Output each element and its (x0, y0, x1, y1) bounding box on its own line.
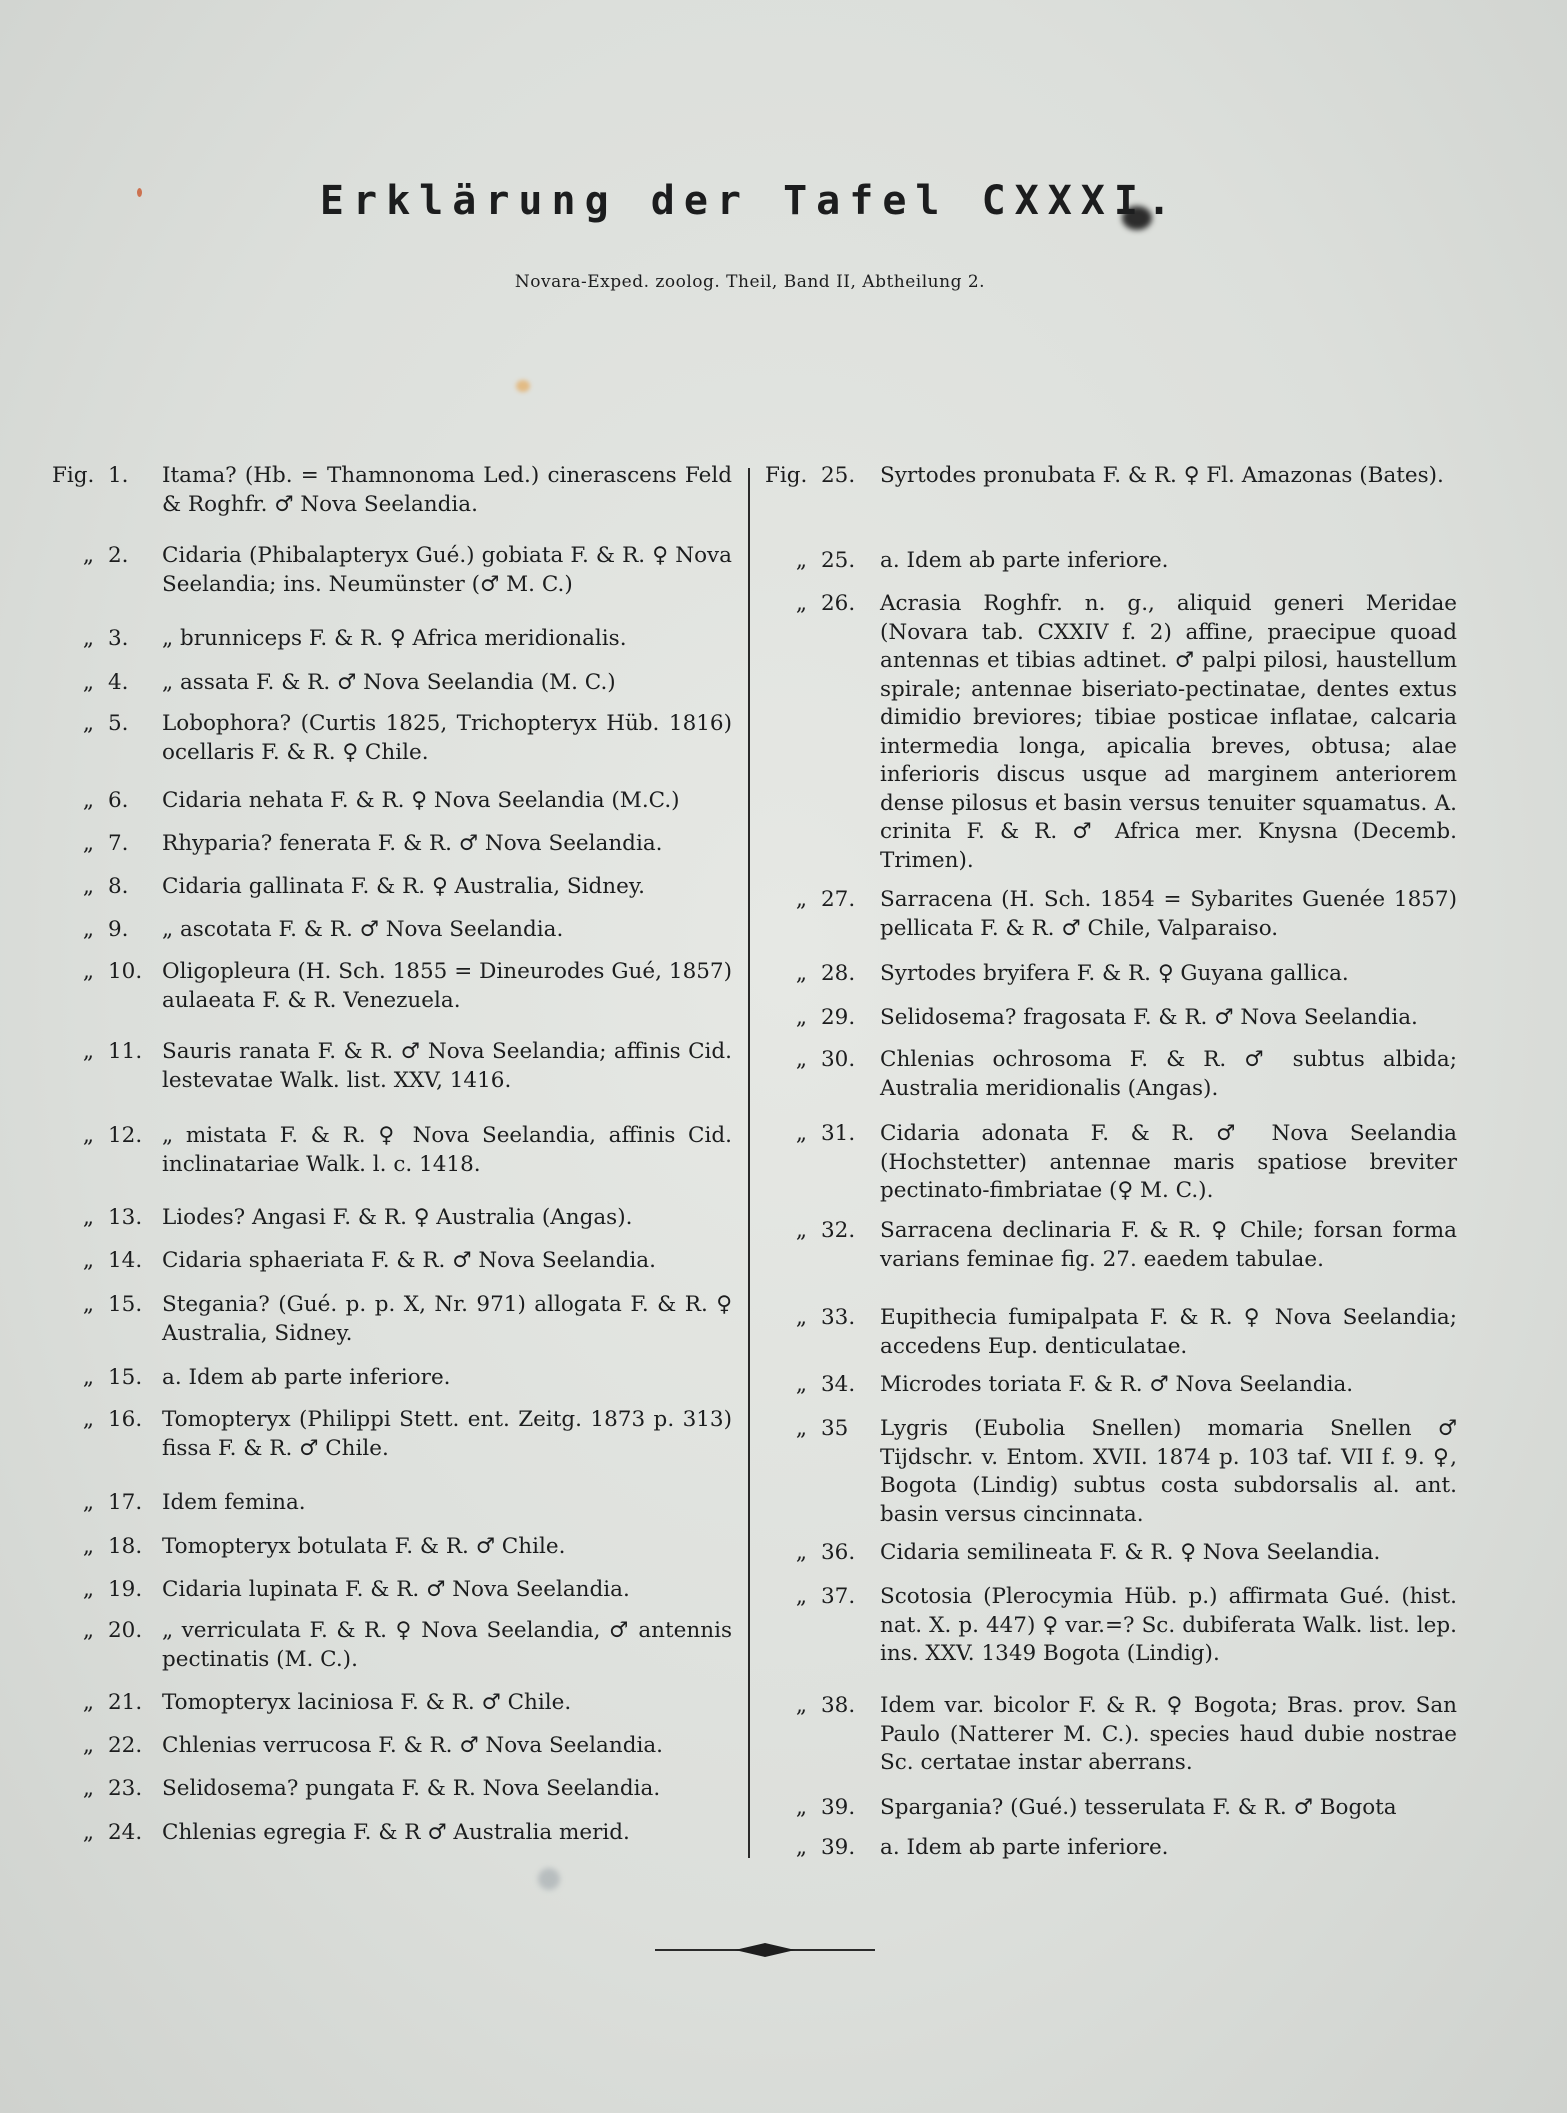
list-item (52, 462, 732, 519)
list-item (52, 1364, 732, 1393)
entry-number: „ 27. (795, 887, 856, 912)
entry-text: Idem femina. (162, 1490, 306, 1515)
entry-text: Sarracena (H. Sch. 1854 = Sybarites Guenée 1857) pellicata F. & R. ♂ Chile, Valparaiso. (880, 887, 1457, 941)
list-item (52, 1819, 732, 1848)
entry-number: „ 9. (82, 917, 129, 942)
entry-number: „ 19. (82, 1577, 143, 1602)
entry-number: „ 20. (82, 1618, 143, 1643)
entry-text: Eupithecia fumipalpata F. & R. ♀ Nova Seelandia; accedens Eup. denticulatae. (880, 1305, 1457, 1359)
list-item (52, 830, 732, 859)
entry-text: Itama? (Hb. = Thamnonoma Led.) cinerascens Feld & Roghfr. ♂ Nova Seelandia. (162, 463, 732, 517)
ornament-icon (655, 1938, 875, 1962)
list-item (765, 590, 1457, 875)
entry-text: Rhyparia? fenerata F. & R. ♂ Nova Seelandia. (162, 831, 663, 856)
list-item (765, 1794, 1457, 1823)
stain (516, 380, 530, 392)
entry-text: Spargania? (Gué.) tesserulata F. & R. ♂ Bogota (880, 1795, 1397, 1820)
entry-text: „ ascotata F. & R. ♂ Nova Seelandia. (162, 917, 564, 942)
entry-text: a. Idem ab parte inferiore. (880, 548, 1169, 573)
list-item (765, 1120, 1457, 1206)
entry-number: „ 31. (795, 1121, 856, 1146)
entry-number: „ 11. (82, 1039, 143, 1064)
list-item (765, 1834, 1457, 1863)
list-item (765, 1217, 1457, 1274)
entry-number: „ 29. (795, 1005, 856, 1030)
list-item (52, 1247, 732, 1276)
list-item (52, 873, 732, 902)
entry-number: „ 30. (795, 1047, 856, 1072)
entry-text: „ mistata F. & R. ♀ Nova Seelandia, affinis Cid. inclinatariae Walk. l. c. 1418. (162, 1123, 732, 1177)
list-item (765, 1692, 1457, 1778)
entry-text: Cidaria sphaeriata F. & R. ♂ Nova Seelandia. (162, 1248, 656, 1273)
entry-number: „ 24. (82, 1820, 143, 1845)
list-item (52, 916, 732, 945)
entry-text: Acrasia Roghfr. n. g., aliquid generi Meridae (Novara tab. CXXIV f. 2) affine, praecipue quoad antennas et tibias adtinet. ♂ palpi pilosi, haustellum spirale; antennae biseriato-pectinatae, dentes extus dimidio breviores; tibiae posticae inflatae, calcaria intermedia longa, apicalia breves, obtusa; alae inferioris discus usque ad marginem anteriorem dense pilosus et basin versus tenuiter squamatus. A. crinita F. & R. ♂ Africa mer. Knysna (Decemb. Trimen). (880, 591, 1457, 873)
list-item (765, 960, 1457, 989)
entry-number: „ 6. (82, 788, 129, 813)
entry-text: Cidaria lupinata F. & R. ♂ Nova Seelandia. (162, 1577, 630, 1602)
entry-number: „ 26. (795, 591, 856, 616)
list-item (765, 1583, 1457, 1669)
list-item (52, 710, 732, 767)
entry-number: „ 10. (82, 959, 143, 984)
entry-text: a. Idem ab parte inferiore. (162, 1365, 451, 1390)
entry-number: „ 33. (795, 1305, 856, 1330)
entry-number: „ 28. (795, 961, 856, 986)
entry-text: a. Idem ab parte inferiore. (880, 1835, 1169, 1860)
entry-text: Selidosema? pungata F. & R. Nova Seelandia. (162, 1776, 661, 1801)
entry-text: „ verriculata F. & R. ♀ Nova Seelandia, ♂ antennis pectinatis (M. C.). (162, 1618, 732, 1672)
entry-text: Lobophora? (Curtis 1825, Trichopteryx Hüb. 1816) ocellaris F. & R. ♀ Chile. (162, 711, 732, 765)
list-item (765, 1371, 1457, 1400)
entry-number: „ 23. (82, 1776, 143, 1801)
list-item (52, 958, 732, 1015)
entry-text: Stegania? (Gué. p. p. X, Nr. 971) allogata F. & R. ♀ Australia, Sidney. (162, 1292, 732, 1346)
list-item (52, 1204, 732, 1233)
entry-number: „ 22. (82, 1733, 143, 1758)
list-item (52, 1689, 732, 1718)
column-divider (748, 468, 750, 1858)
list-item (52, 669, 732, 698)
entry-number: „ 18. (82, 1534, 143, 1559)
entry-text: Microdes toriata F. & R. ♂ Nova Seelandia. (880, 1372, 1354, 1397)
entry-number: „ 21. (82, 1690, 143, 1715)
entry-number: „ 3. (82, 626, 129, 651)
entry-text: Sarracena declinaria F. & R. ♀ Chile; forsan forma varians feminae fig. 27. eaedem tabulae. (880, 1218, 1457, 1272)
entry-number: „ 36. (795, 1540, 856, 1565)
entry-number: „ 16. (82, 1407, 143, 1432)
entry-number: „ 25. (795, 548, 856, 573)
page-subtitle: Novara-Exped. zoolog. Theil, Band II, Abtheilung 2. (514, 272, 986, 292)
list-item (765, 1304, 1457, 1361)
entry-text: Selidosema? fragosata F. & R. ♂ Nova Seelandia. (880, 1005, 1418, 1030)
entry-text: Syrtodes pronubata F. & R. ♀ Fl. Amazonas (Bates). (880, 463, 1444, 488)
entry-text: „ assata F. & R. ♂ Nova Seelandia (M. C.) (162, 670, 616, 695)
entry-text: Tomopteryx (Philippi Stett. ent. Zeitg. 1873 p. 313) fissa F. & R. ♂ Chile. (162, 1407, 732, 1461)
list-item (52, 1732, 732, 1761)
list-item (52, 1122, 732, 1179)
entry-text: Scotosia (Plerocymia Hüb. p.) affirmata Gué. (hist. nat. X. p. 447) ♀ var.=? Sc. dubiferata Walk. list. lep. ins. XXV. 1349 Bogota (Lindig). (880, 1584, 1457, 1666)
entry-text: Cidaria adonata F. & R. ♂ Nova Seelandia (Hochstetter) antennae maris spatiose breviter pectinato-fimbriatae (♀ M. C.). (880, 1121, 1457, 1203)
entry-number: „ 4. (82, 670, 129, 695)
entry-text: Chlenias egregia F. & R ♂ Australia merid. (162, 1820, 630, 1845)
list-item (52, 542, 732, 599)
entry-number: „ 2. (82, 543, 129, 568)
entry-number: „ 12. (82, 1123, 143, 1148)
entry-text: Sauris ranata F. & R. ♂ Nova Seelandia; affinis Cid. lestevatae Walk. list. XXV, 1416. (162, 1039, 732, 1093)
stain (538, 1868, 560, 1890)
entry-text: Tomopteryx laciniosa F. & R. ♂ Chile. (162, 1690, 572, 1715)
entry-text: Tomopteryx botulata F. & R. ♂ Chile. (162, 1534, 566, 1559)
entry-number: „ 15. (82, 1365, 143, 1390)
entry-number: „ 35 (795, 1416, 849, 1441)
list-item (52, 1038, 732, 1095)
entry-text: „ brunniceps F. & R. ♀ Africa meridionalis. (162, 626, 627, 651)
entry-text: Cidaria gallinata F. & R. ♀ Australia, Sidney. (162, 874, 645, 899)
entry-number: „ 39. (795, 1795, 856, 1820)
entry-text: Syrtodes bryifera F. & R. ♀ Guyana gallica. (880, 961, 1349, 986)
entry-text: Chlenias ochrosoma F. & R. ♂ subtus albida; Australia meridionalis (Angas). (880, 1047, 1457, 1101)
page-title: Erklärung der Tafel CXXXI. (319, 178, 1181, 224)
entry-number: „ 7. (82, 831, 129, 856)
entry-number: „ 39. (795, 1835, 856, 1860)
list-item (765, 1046, 1457, 1103)
list-item (52, 1406, 732, 1463)
entry-number: „ 34. (795, 1372, 856, 1397)
entry-text: Liodes? Angasi F. & R. ♀ Australia (Angas). (162, 1205, 633, 1230)
list-item (52, 1576, 732, 1605)
entry-number: Fig. 1. (52, 463, 129, 488)
list-item (765, 547, 1457, 576)
entry-number: „ 5. (82, 711, 129, 736)
list-item (765, 1539, 1457, 1568)
list-item (52, 625, 732, 654)
list-item (765, 1004, 1457, 1033)
entry-number: „ 8. (82, 874, 129, 899)
entry-number: „ 14. (82, 1248, 143, 1273)
list-item (52, 1617, 732, 1674)
entry-text: Lygris (Eubolia Snellen) momaria Snellen ♂ Tijdschr. v. Entom. XVII. 1874 p. 103 taf. VII f. 9. ♀, Bogota (Lindig) subtus costa subdorsalis al. ant. basin versus cincinnata. (880, 1416, 1457, 1527)
entry-text: Cidaria semilineata F. & R. ♀ Nova Seelandia. (880, 1540, 1381, 1565)
entry-text: Idem var. bicolor F. & R. ♀ Bogota; Bras. prov. San Paulo (Natterer M. C.). species haud dubie nostrae Sc. certatae instar aberrans. (880, 1693, 1457, 1775)
entry-text: Cidaria (Phibalapteryx Gué.) gobiata F. & R. ♀ Nova Seelandia; ins. Neumünster (♂ M. C.) (162, 543, 732, 597)
list-item (52, 1291, 732, 1348)
entry-text: Oligopleura (H. Sch. 1855 = Dineurodes Gué, 1857) aulaeata F. & R. Venezuela. (162, 959, 732, 1013)
list-item (765, 886, 1457, 943)
list-item (765, 1415, 1457, 1529)
entry-number: „ 17. (82, 1490, 143, 1515)
entry-number: „ 15. (82, 1292, 143, 1317)
entry-number: „ 38. (795, 1693, 856, 1718)
entry-text: Chlenias verrucosa F. & R. ♂ Nova Seelandia. (162, 1733, 663, 1758)
list-item (765, 462, 1457, 491)
entry-number: „ 32. (795, 1218, 856, 1243)
list-item (52, 1533, 732, 1562)
entry-number: „ 13. (82, 1205, 143, 1230)
entry-number: Fig. 25. (765, 463, 856, 488)
list-item (52, 1489, 732, 1518)
list-item (52, 1775, 732, 1804)
entry-text: Cidaria nehata F. & R. ♀ Nova Seelandia (M.C.) (162, 788, 680, 813)
list-item (52, 787, 732, 816)
entry-number: „ 37. (795, 1584, 856, 1609)
